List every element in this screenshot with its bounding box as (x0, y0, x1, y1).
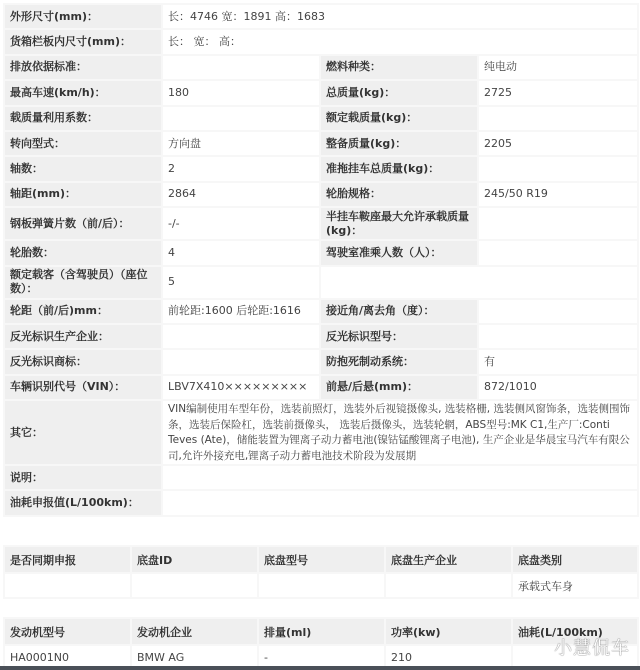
bottom-border (0, 666, 640, 670)
cell-concurrent-filing (4, 573, 131, 598)
value-steering-type: 方向盘 (162, 131, 320, 156)
spec-row (4, 182, 638, 207)
cell-chassis-manufacturer (385, 573, 512, 598)
label-reflector-manufacturer: 反光标识生产企业： (4, 324, 162, 349)
header-chassis-type: 底盘类别 (512, 546, 638, 573)
label-gross-mass: 总质量(kg)： (320, 80, 478, 105)
engine-header-row (4, 618, 638, 645)
value-abs: 有 (478, 349, 638, 374)
spec-row (4, 207, 638, 240)
empty-cell (320, 266, 638, 299)
value-emission-standard (162, 55, 320, 80)
label-steering-type: 转向型式： (4, 131, 162, 156)
spec-row (4, 131, 638, 156)
value-axle-count: 2 (162, 156, 320, 181)
value-fuel-consumption (162, 490, 638, 515)
value-other: VIN编制使用车型年份，选装前照灯，选装外后视镜摄像头, 选装格栅, 选装侧风窗饰条，选装侧围饰条，选装后保险杠，选装前摄像头， 选装后摄像头，选装轮辋，ABS型号:MK C1,生产厂:Conti Teves (Ate)，储能装置为锂离子动力蓄电池(镍钴锰酸锂离子电池), 生产企业是华晨宝马汽车有限公司,允许外接充电,锂离子动力蓄电池技术阶段为发展期 (162, 400, 638, 465)
spec-row-other (4, 400, 638, 465)
label-max-speed: 最高车速(km/h)： (4, 80, 162, 105)
cell-chassis-model (258, 573, 385, 598)
cell-chassis-id (131, 573, 258, 598)
label-seating-capacity: 额定载客（含驾驶员）（座位数）： (4, 266, 162, 299)
cell-chassis-type: 承载式车身 (512, 573, 638, 598)
engine-table (3, 617, 639, 670)
label-exterior-dimensions: 外形尺寸(mm)： (4, 4, 162, 29)
chassis-table (3, 545, 639, 599)
spec-row-fuel-consumption (4, 490, 638, 515)
label-load-utilization: 载质量利用系数： (4, 106, 162, 131)
header-displacement: 排量(ml) (258, 618, 385, 645)
value-leaf-springs: -/- (162, 207, 320, 240)
spec-row-cargo-dimensions (4, 29, 638, 54)
value-vin: LBV7X410××××××××× (162, 375, 320, 400)
label-other: 其它： (4, 400, 162, 465)
header-concurrent-filing: 是否同期申报 (4, 546, 131, 573)
value-tire-count: 4 (162, 240, 320, 265)
spec-row (4, 349, 638, 374)
label-overhang: 前悬/后悬(mm)： (320, 375, 478, 400)
chassis-data-row (4, 573, 638, 598)
spec-row (4, 375, 638, 400)
value-load-utilization (162, 106, 320, 131)
header-chassis-model: 底盘型号 (258, 546, 385, 573)
vehicle-spec-table (3, 3, 639, 517)
label-abs: 防抱死制动系统： (320, 349, 478, 374)
label-curb-weight: 整备质量(kg)： (320, 131, 478, 156)
label-vin: 车辆识别代号（VIN）： (4, 375, 162, 400)
watermark: 小慧侃车 (554, 638, 630, 659)
label-leaf-springs: 钢板弹簧片数（前/后）： (4, 207, 162, 240)
spec-row (4, 106, 638, 131)
label-cargo-dimensions: 货箱栏板内尺寸(mm)： (4, 29, 162, 54)
label-reflector-trademark: 反光标识商标： (4, 349, 162, 374)
label-wheelbase: 轴距(mm)： (4, 182, 162, 207)
label-fuel-consumption: 油耗申报值(L/100km)： (4, 490, 162, 515)
value-cab-capacity (478, 240, 638, 265)
value-fifth-wheel-load (478, 207, 638, 240)
label-approach-departure-angle: 接近角/离去角（度）： (320, 299, 478, 324)
header-power: 功率(kw) (385, 618, 512, 645)
value-cargo-dimensions: 长： 宽： 高： (162, 29, 638, 54)
label-fuel-type: 燃料种类： (320, 55, 478, 80)
value-track-width: 前轮距:1600 后轮距:1616 (162, 299, 320, 324)
value-rated-load (478, 106, 638, 131)
value-tire-spec: 245/50 R19 (478, 182, 638, 207)
header-engine-model: 发动机型号 (4, 618, 131, 645)
label-trailer-mass: 准拖挂车总质量(kg)： (320, 156, 478, 181)
header-fuel-consumption: 油耗(L/100km) (512, 618, 638, 645)
value-wheelbase: 2864 (162, 182, 320, 207)
cell-power: 210 (385, 645, 512, 670)
label-tire-spec: 轮胎规格： (320, 182, 478, 207)
header-engine-manufacturer: 发动机企业 (131, 618, 258, 645)
label-tire-count: 轮胎数： (4, 240, 162, 265)
spec-row-dimensions (4, 4, 638, 29)
value-reflector-trademark (162, 349, 320, 374)
label-rated-load: 额定载质量(kg)： (320, 106, 478, 131)
spec-row (4, 299, 638, 324)
value-exterior-dimensions: 长：4746 宽：1891 高：1683 (162, 4, 638, 29)
label-notes: 说明： (4, 465, 162, 490)
spec-row (4, 80, 638, 105)
value-max-speed: 180 (162, 80, 320, 105)
value-curb-weight: 2205 (478, 131, 638, 156)
label-fifth-wheel-load: 半挂车鞍座最大允许承载质量(kg)： (320, 207, 478, 240)
label-reflector-model: 反光标识型号： (320, 324, 478, 349)
spec-row (4, 156, 638, 181)
value-fuel-type: 纯电动 (478, 55, 638, 80)
label-cab-capacity: 驾驶室准乘人数（人）： (320, 240, 478, 265)
value-trailer-mass (478, 156, 638, 181)
spec-row-notes (4, 465, 638, 490)
value-notes (162, 465, 638, 490)
cell-displacement: - (258, 645, 385, 670)
spec-row (4, 324, 638, 349)
value-reflector-manufacturer (162, 324, 320, 349)
label-emission-standard: 排放依据标准： (4, 55, 162, 80)
spec-row (4, 55, 638, 80)
cell-engine-manufacturer: BMW AG (131, 645, 258, 670)
value-approach-departure-angle (478, 299, 638, 324)
value-seating-capacity: 5 (162, 266, 320, 299)
spec-row (4, 266, 638, 299)
header-chassis-manufacturer: 底盘生产企业 (385, 546, 512, 573)
label-axle-count: 轴数： (4, 156, 162, 181)
value-reflector-model (478, 324, 638, 349)
value-gross-mass: 2725 (478, 80, 638, 105)
spec-row (4, 240, 638, 265)
cell-engine-model: HA0001N0 (4, 645, 131, 670)
header-chassis-id: 底盘ID (131, 546, 258, 573)
value-overhang: 872/1010 (478, 375, 638, 400)
label-track-width: 轮距（前/后)mm： (4, 299, 162, 324)
chassis-header-row (4, 546, 638, 573)
